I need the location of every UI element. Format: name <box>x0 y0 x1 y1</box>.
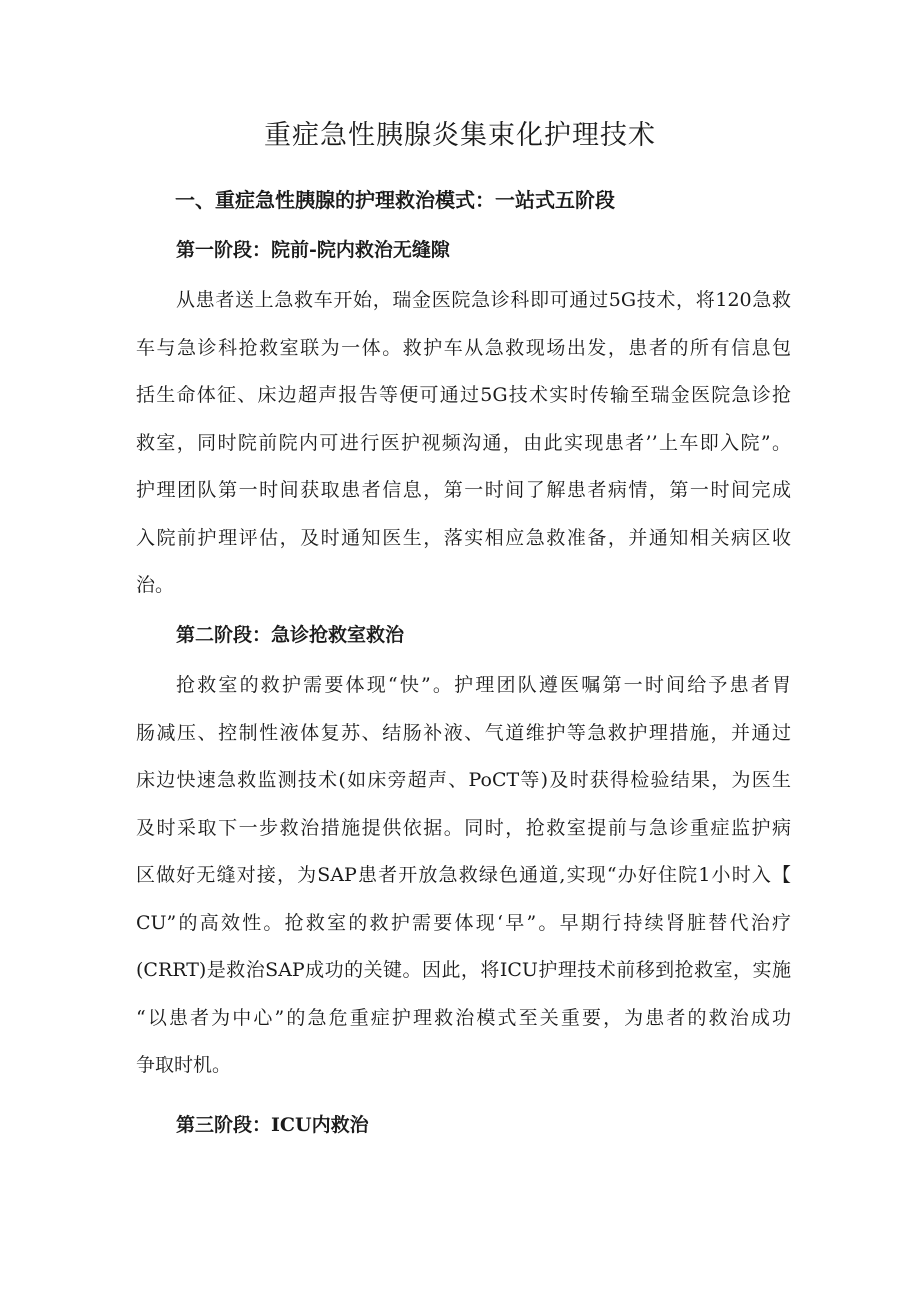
document-title: 重症急性胰腺炎集束化护理技术 <box>264 120 656 151</box>
paragraph-line: “以患者为中心”的急危重症护理救治模式至关重要，为患者的救治成功 <box>136 1006 791 1029</box>
paragraph-line: 及时采取下一步救治措施提供依据。同时，抢救室提前与急诊重症监护病 <box>136 816 791 839</box>
stage2-heading: 第二阶段：急诊抢救室救治 <box>176 624 405 646</box>
paragraph-line: 入院前护理评估，及时通知医生，落实相应急救准备，并通知相关病区收 <box>136 526 791 549</box>
paragraph-line: 车与急诊科抢救室联为一体。救护车从急救现场出发，患者的所有信息包 <box>136 336 791 359</box>
stage2-paragraph <box>136 662 791 1090</box>
paragraph-line: 从患者送上急救车开始，瑞金医院急诊科即可通过5G技术，将120急救 <box>176 289 791 311</box>
paragraph-line: CU”的高效性。抢救室的救护需要体现‘早”。早期行持续肾脏替代治疗 <box>136 911 791 934</box>
stage1-heading: 第一阶段：院前-院内救治无缝隙 <box>176 239 450 261</box>
stage1-paragraph <box>136 277 791 610</box>
paragraph-line: 护理团队第一时间获取患者信息，第一时间了解患者病情，第一时间完成 <box>136 479 791 501</box>
paragraph-line: (CRRT)是救治SAP成功的关键。因此，将ICU护理技术前移到抢救室，实施 <box>136 959 791 981</box>
paragraph-line: 争取时机。 <box>136 1054 232 1076</box>
paragraph-line: 救室，同时院前院内可进行医护视频沟通，由此实现患者’’上车即入院”。 <box>136 431 791 454</box>
stage3-heading: 第三阶段：ICU内救治 <box>176 1114 369 1136</box>
paragraph-line: 括生命体征、床边超声报告等便可通过5G技术实时传输至瑞金医院急诊抢 <box>136 384 791 406</box>
paragraph-line: 肠减压、控制性液体复苏、结肠补液、气道维护等急救护理措施，并通过 <box>136 721 791 744</box>
paragraph-line: 抢救室的救护需要体现“快”。护理团队遵医嘱第一时间给予患者胃 <box>176 674 791 696</box>
paragraph-line: 床边快速急救监测技术(如床旁超声、PoCT等)及时获得检验结果，为医生 <box>136 769 791 791</box>
paragraph-line: 区做好无缝对接，为SAP患者开放急救绿色通道,实现“办好住院1小时入【 <box>136 864 791 886</box>
paragraph-line: 治。 <box>136 574 175 596</box>
section-heading: 一、重症急性胰腺的护理救治模式：一站式五阶段 <box>175 188 615 212</box>
